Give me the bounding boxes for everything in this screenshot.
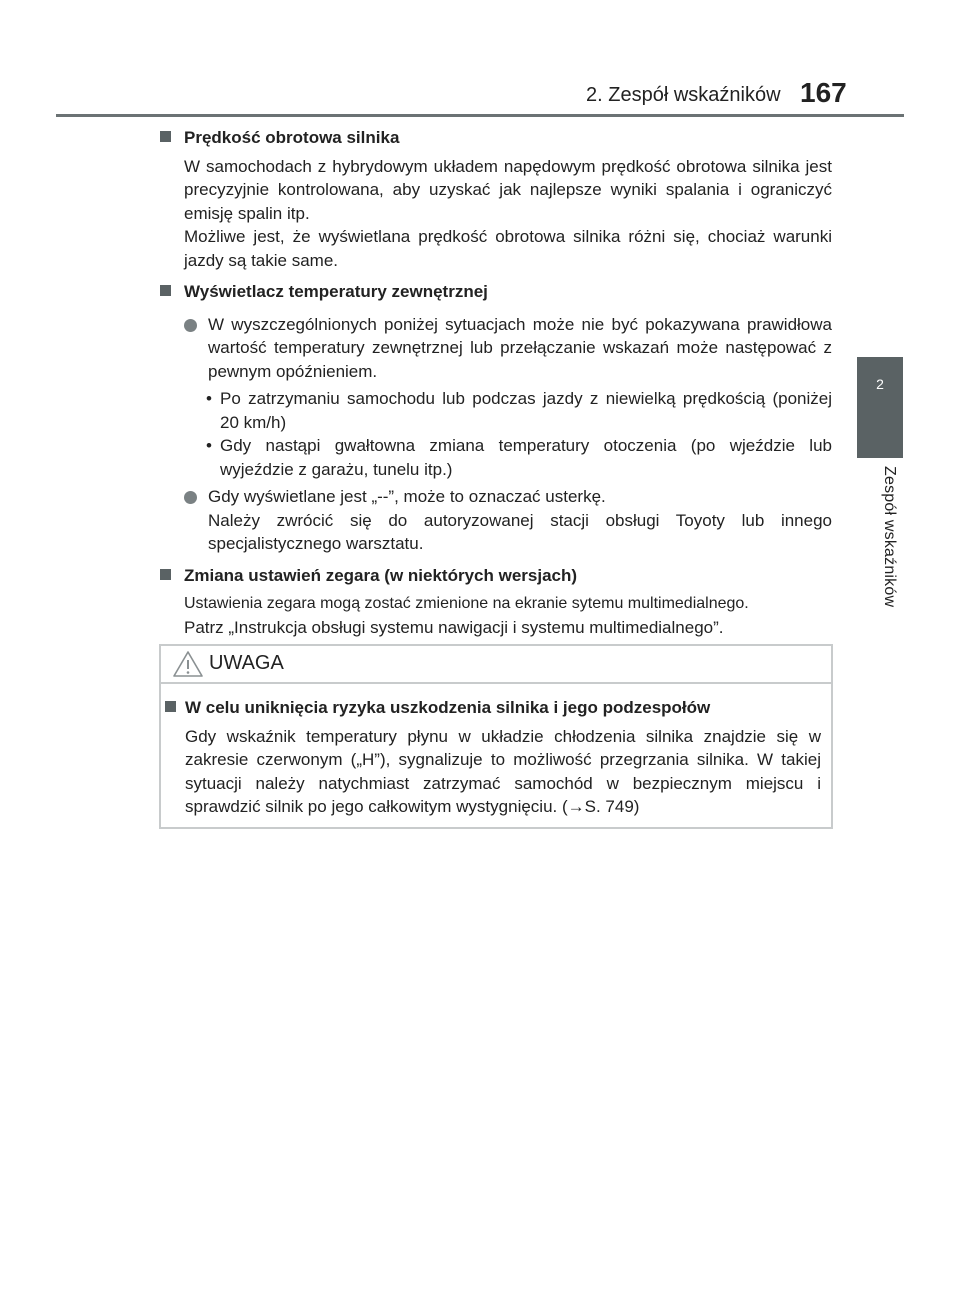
list-item bbox=[160, 485, 832, 556]
list-item-text: W wyszczególnionych poniżej sytuacjach może nie być pokazywana prawidłowa wartość temperatury zewnętrznej lub przełączanie wskazań może następować z pewnym opóźnieniem. bbox=[208, 314, 832, 381]
section-heading-clock bbox=[160, 564, 832, 588]
main-content bbox=[160, 126, 832, 639]
sub-list-item bbox=[160, 387, 832, 434]
square-bullet-icon bbox=[160, 569, 171, 580]
chapter-tab bbox=[857, 357, 903, 458]
list-item bbox=[160, 313, 832, 384]
paragraph: Możliwe jest, że wyświetlana prędkość obrotowa silnika różni się, chociaż warunki jazdy są takie same. bbox=[184, 227, 832, 270]
chapter-tab-number: 2 bbox=[876, 376, 884, 392]
section-heading-outside-temp bbox=[160, 280, 832, 304]
dot-bullet-icon: • bbox=[206, 436, 212, 455]
sub-list-item bbox=[160, 434, 832, 481]
warning-body bbox=[165, 696, 821, 819]
warning-paragraph: Gdy wskaźnik temperatury płynu w układzie chłodzenia silnika znajdzie się w zakresie czerwonym („H”), sygnalizuje to możliwość przegrzania silnika. W takiej sytuacji należy natychmiast zatrzymać samochód w bezpiecznym miejscu i sprawdzić silnik po jego całkowitym wystygnięciu. (→S. 749) bbox=[185, 726, 821, 816]
page-number: 167 bbox=[800, 77, 847, 108]
chapter-tab-label: Zespół wskaźników bbox=[881, 466, 898, 608]
circle-bullet-icon bbox=[184, 491, 197, 504]
section-heading-engine-speed bbox=[160, 126, 832, 150]
chapter-title: 2. Zespół wskaźników bbox=[586, 84, 781, 106]
sub-list-item-text: Po zatrzymaniu samochodu lub podczas jazdy z niewielką prędkością (poniżej 20 km/h) bbox=[220, 389, 832, 432]
square-bullet-icon bbox=[160, 285, 171, 296]
warning-heading bbox=[165, 696, 821, 720]
paragraph: Patrz „Instrukcja obsługi systemu nawigacji i systemu multimedialnego”. bbox=[184, 617, 724, 637]
sub-list-item-text: Gdy nastąpi gwałtowna zmiana temperatury otoczenia (po wjeździe lub wyjeździe z garażu, tunelu itp.) bbox=[220, 436, 832, 479]
list-item-text: Gdy wyświetlane jest „--”, może to oznaczać usterkę. bbox=[208, 487, 606, 506]
section-heading-text: Wyświetlacz temperatury zewnętrznej bbox=[184, 282, 488, 301]
warning-triangle-icon bbox=[172, 650, 204, 678]
paragraph: W samochodach z hybrydowym układem napędowym prędkość obrotowa silnika jest precyzyjnie kontrolowana, aby uzyskać jak najlepsze wyniki spalania i ograniczyć emisję spalin itp. bbox=[184, 156, 832, 223]
header-divider bbox=[56, 114, 904, 117]
paragraph: Ustawienia zegara mogą zostać zmienione na ekranie sytemu multimedialnego. bbox=[184, 595, 749, 612]
warning-heading-text: W celu uniknięcia ryzyka uszkodzenia silnika i jego podzespołów bbox=[185, 698, 711, 717]
square-bullet-icon bbox=[160, 131, 171, 142]
warning-box-header bbox=[161, 646, 831, 684]
warning-title: UWAGA bbox=[209, 652, 284, 674]
square-bullet-icon bbox=[165, 701, 176, 712]
section-heading-text: Zmiana ustawień zegara (w niektórych wersjach) bbox=[184, 565, 578, 585]
circle-bullet-icon bbox=[184, 319, 197, 332]
list-item-text: Należy zwrócić się do autoryzowanej stacji obsługi Toyoty lub innego specjalistycznego warsztatu. bbox=[208, 510, 832, 553]
section-heading-text: Prędkość obrotowa silnika bbox=[184, 128, 400, 147]
dot-bullet-icon: • bbox=[206, 389, 212, 408]
warning-box bbox=[159, 644, 833, 829]
